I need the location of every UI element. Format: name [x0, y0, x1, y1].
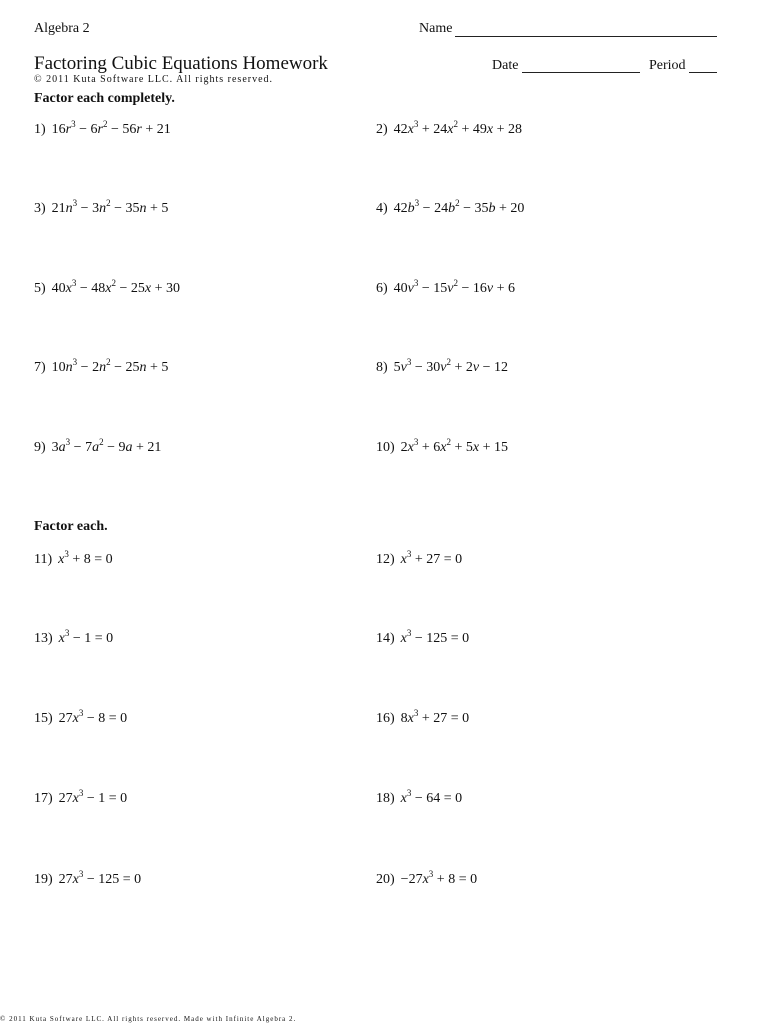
problem-number: 20) — [376, 872, 395, 887]
problem-expression: $x^3 + 8 = 0$ — [58, 549, 113, 567]
problem-expression: $40v^3 - 15v^2 - 16v + 6$ — [393, 278, 516, 296]
problem-expression: $-27x^3 + 8 = 0$ — [400, 869, 478, 887]
problem-1 — [34, 119, 171, 138]
problem-number: 2) — [376, 122, 388, 137]
problem-expression: $27x^3 - 1 = 0$ — [58, 788, 128, 806]
section-title-factor-completely: Factor each completely. — [34, 91, 175, 106]
problem-9 — [34, 437, 162, 456]
period-field-line — [689, 72, 717, 73]
page-footer: © 2011 Kuta Software LLC. All rights reserved. Made with Infinite Algebra 2. — [0, 1015, 297, 1023]
problem-3 — [34, 198, 169, 217]
problem-18 — [376, 788, 463, 807]
problem-15 — [34, 708, 128, 727]
problem-expression: $8x^3 + 27 = 0$ — [400, 708, 470, 726]
problem-11 — [34, 549, 113, 568]
problem-expression: $x^3 - 1 = 0$ — [58, 628, 114, 646]
problem-number: 3) — [34, 201, 46, 216]
problem-10 — [376, 437, 509, 456]
problem-number: 16) — [376, 711, 395, 726]
problem-number: 7) — [34, 360, 46, 375]
problem-expression: $10n^3 - 2n^2 - 25n + 5$ — [51, 357, 169, 375]
problem-14 — [376, 628, 470, 647]
problem-number: 13) — [34, 631, 53, 646]
problem-expression: $40x^3 - 48x^2 - 25x + 30$ — [51, 278, 181, 296]
problem-expression: $x^3 - 64 = 0$ — [400, 788, 463, 806]
problem-number: 11) — [34, 552, 53, 567]
problem-16 — [376, 708, 470, 727]
problem-number: 15) — [34, 711, 53, 726]
problem-5 — [34, 278, 181, 297]
problem-number: 12) — [376, 552, 395, 567]
problem-expression: $x^3 + 27 = 0$ — [400, 549, 463, 567]
problem-expression: $27x^3 - 125 = 0$ — [58, 869, 142, 887]
problem-8 — [376, 357, 509, 376]
date-field-line — [522, 72, 640, 73]
problem-expression: $x^3 - 125 = 0$ — [400, 628, 470, 646]
problem-expression: $21n^3 - 3n^2 - 35n + 5$ — [51, 198, 169, 216]
problem-2 — [376, 119, 523, 138]
section-title-factor-each: Factor each. — [34, 519, 108, 534]
problem-7 — [34, 357, 169, 376]
problem-17 — [34, 788, 128, 807]
problem-4 — [376, 198, 525, 217]
name-field-line — [455, 36, 717, 37]
worksheet-title: Factoring Cubic Equations Homework — [34, 53, 328, 74]
problem-12 — [376, 549, 463, 568]
date-label: Date — [492, 58, 519, 73]
problem-13 — [34, 628, 114, 647]
problem-number: 17) — [34, 791, 53, 806]
problem-expression: $2x^3 + 6x^2 + 5x + 15$ — [400, 437, 509, 455]
problem-expression: $42b^3 - 24b^2 - 35b + 20$ — [393, 198, 525, 216]
problem-number: 14) — [376, 631, 395, 646]
problem-expression: $16r^3 - 6r^2 - 56r + 21$ — [51, 119, 171, 137]
problem-20 — [376, 869, 478, 888]
problem-expression: $5v^3 - 30v^2 + 2v - 12$ — [393, 357, 509, 375]
problem-number: 1) — [34, 122, 46, 137]
problem-number: 6) — [376, 281, 388, 296]
problem-expression: $42x^3 + 24x^2 + 49x + 28$ — [393, 119, 523, 137]
course-name: Algebra 2 — [34, 21, 90, 36]
problem-number: 5) — [34, 281, 46, 296]
problem-19 — [34, 869, 142, 888]
problem-number: 9) — [34, 440, 46, 455]
name-label: Name — [419, 21, 453, 36]
problem-expression: $27x^3 - 8 = 0$ — [58, 708, 128, 726]
problem-number: 18) — [376, 791, 395, 806]
problem-expression: $3a^3 - 7a^2 - 9a + 21$ — [51, 437, 162, 455]
copyright-notice: © 2011 Kuta Software LLC. All rights reserved. — [34, 74, 274, 85]
problem-number: 10) — [376, 440, 395, 455]
problem-number: 19) — [34, 872, 53, 887]
problem-6 — [376, 278, 516, 297]
problem-number: 4) — [376, 201, 388, 216]
period-label: Period — [649, 58, 686, 73]
problem-number: 8) — [376, 360, 388, 375]
